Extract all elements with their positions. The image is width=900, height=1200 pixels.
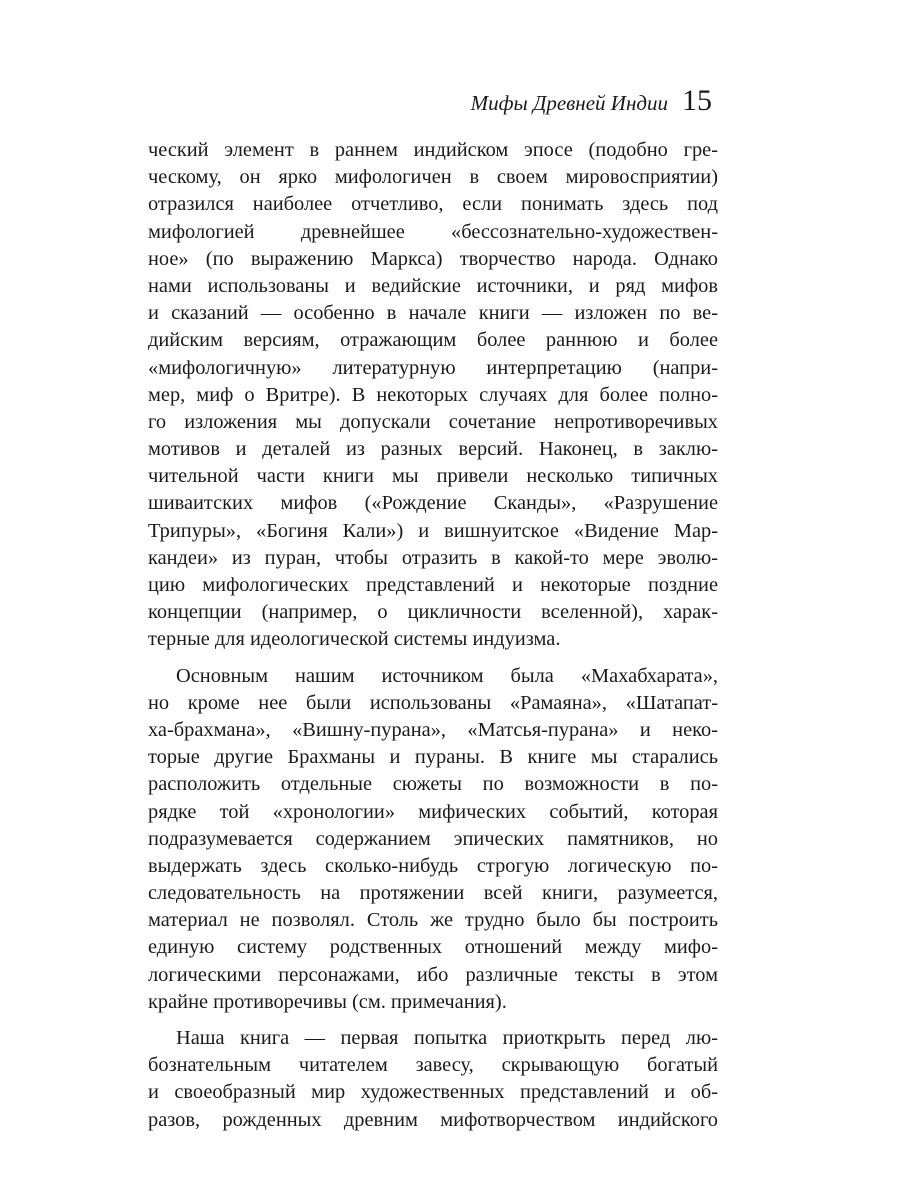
text-line: бознательным читателем завесу, скрывающую богатый — [148, 1054, 718, 1077]
text-line: дийским версиям, отражающим более раннюю и более — [148, 329, 718, 352]
paragraph — [148, 137, 718, 654]
text-line: Трипуры», «Богиня Кали») и вишнуитское «Видение Мар- — [148, 519, 718, 542]
running-head — [471, 84, 712, 124]
text-line: материал не позволял. Столь же трудно было бы построить — [148, 909, 718, 932]
paragraph — [148, 1025, 718, 1134]
text-line: ное» (по выражению Маркса) творчество народа. Однако — [148, 247, 718, 270]
body-text — [148, 137, 718, 1134]
text-line: чительной части книги мы привели несколько типичных — [148, 465, 718, 488]
text-line: ха-брахмана», «Вишну-пурана», «Матсья-пурана» и неко- — [148, 718, 718, 741]
text-line: мифологией древнейшее «бессознательно-художествен- — [148, 220, 718, 243]
text-line: терные для идеологической системы индуизма. — [148, 628, 561, 651]
text-line: отразился наиболее отчетливо, если понимать здесь под — [148, 193, 718, 216]
text-line: нами использованы и ведийские источники, и ряд мифов — [148, 274, 718, 297]
page-number: 15 — [682, 84, 712, 117]
text-line: шиваитских мифов («Рождение Сканды», «Разрушение — [148, 492, 718, 515]
text-line: единую систему родственных отношений между мифо- — [148, 936, 718, 959]
text-line: выдержать здесь сколько-нибудь строгую логическую по- — [148, 854, 718, 877]
running-title: Мифы Древней Индии — [470, 91, 668, 115]
text-line: Наша книга — первая попытка приоткрыть перед лю- — [176, 1027, 718, 1049]
text-line: следовательность на протяжении всей книги, разумеется, — [148, 882, 718, 905]
text-line: торые другие Брахманы и пураны. В книге мы старались — [148, 746, 718, 769]
text-line: подразумевается содержанием эпических памятников, но — [148, 827, 718, 850]
text-line: ческому, он ярко мифологичен в своем мировосприятии) — [148, 166, 718, 189]
text-line: мотивов и деталей из разных версий. Наконец, в заклю- — [148, 438, 718, 461]
text-line: Основным нашим источником была «Махабхарата», — [176, 664, 718, 687]
text-line: но кроме нее были использованы «Рамаяна», «Шатапат- — [148, 691, 718, 714]
text-line: и своеобразный мир художественных представлений и об- — [148, 1081, 718, 1104]
text-line: мер, миф о Вритре). В некоторых случаях для более полно- — [148, 383, 718, 406]
text-line: разов, рожденных древним мифотворчеством индийского — [148, 1108, 718, 1131]
text-line: логическими персонажами, ибо различные тексты в этом — [148, 963, 718, 986]
text-line: цию мифологических представлений и некоторые поздние — [148, 574, 718, 596]
text-line: крайне противоречивы (см. примечания). — [148, 990, 507, 1013]
text-line: концепции (например, о цикличности вселенной), харак- — [148, 601, 718, 624]
text-line: и сказаний — особенно в начале книги — изложен по ве- — [148, 302, 718, 325]
text-line: го изложения мы допускали сочетание непротиворечивых — [148, 410, 718, 433]
text-line: ческий элемент в раннем индийском эпосе (подобно гре- — [148, 139, 718, 161]
text-line: «мифологичную» литературную интерпретацию (напри- — [148, 356, 718, 379]
text-line: кандеи» из пуран, чтобы отразить в какой-то мере эволю- — [148, 546, 718, 569]
text-line: рядке той «хронологии» мифических событий, которая — [148, 800, 718, 823]
paragraph — [148, 663, 718, 1016]
text-line: расположить отдельные сюжеты по возможности в по- — [148, 773, 718, 796]
